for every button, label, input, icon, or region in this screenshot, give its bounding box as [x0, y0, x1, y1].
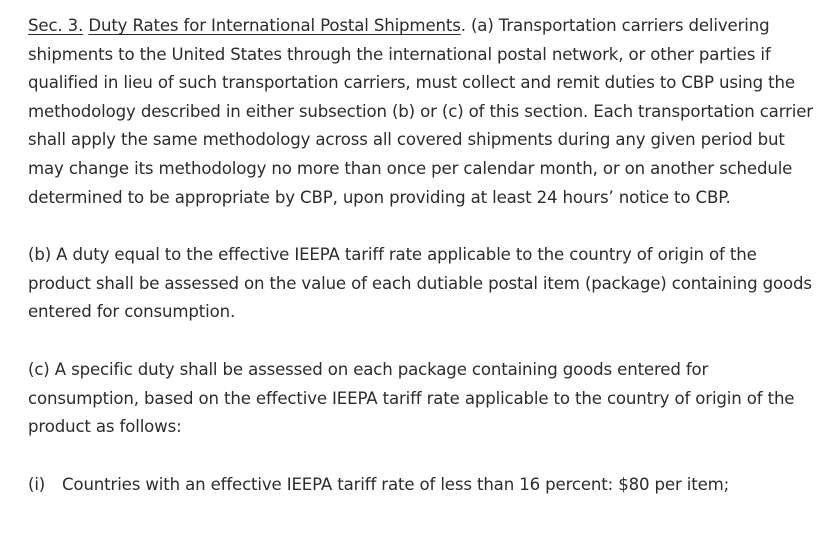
list-item-i — [28, 471, 818, 500]
paragraph-c: (c) A specific duty shall be assessed on each package containing goods entered for consumption, based on the effective IEEPA tariff rate applicable to the country of origin of the product as follows: — [28, 359, 795, 437]
list-item-marker: (i) — [28, 474, 46, 494]
paragraph-a-text: (a) Transportation carriers delivering shipments to the United States through the international postal network, or other parties if qualified in lieu of such transportation carriers, must collect and remit duties to CBP using the methodology described in either subsection (b) or (c) of this section. Each transportation carrier shall apply the same methodology across all covered shipments during any given period but may change its methodology no more than once per calendar month, or on another schedule determined to be appropriate by CBP, upon providing at least 24 hours’ notice to CBP. — [28, 16, 813, 207]
section-3-paragraph-a — [28, 12, 818, 212]
list-item-text: Countries with an effective IEEPA tariff rate of less than 16 percent: $80 per item; — [62, 474, 730, 494]
document-body — [28, 12, 818, 528]
section-label: Sec. 3. — [28, 16, 84, 35]
section-heading-period: . — [460, 16, 466, 35]
section-heading: Duty Rates for International Postal Shipments — [88, 16, 461, 35]
paragraph-b: (b) A duty equal to the effective IEEPA tariff rate applicable to the country of origin of the product shall be assessed on the value of each dutiable postal item (package) containing goods entered for consumption. — [28, 245, 812, 322]
